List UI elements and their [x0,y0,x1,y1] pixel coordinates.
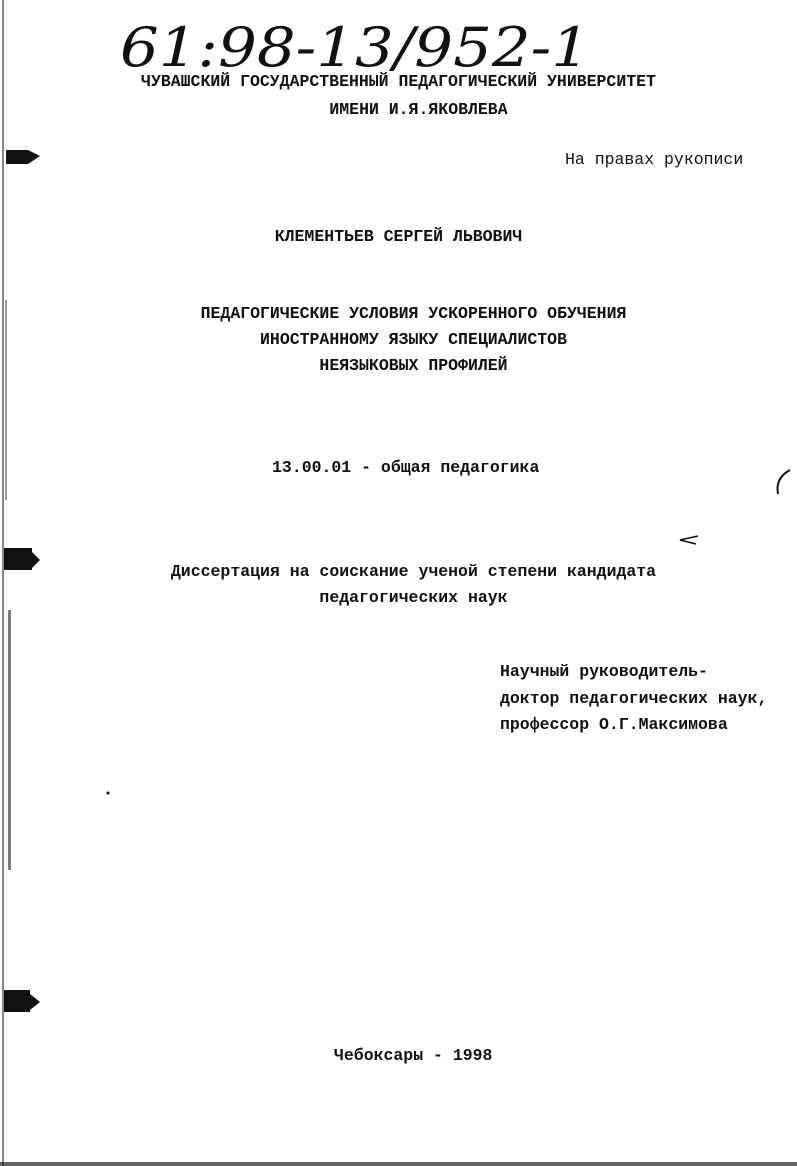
university-name-line1: ЧУВАШСКИЙ ГОСУДАРСТВЕННЫЙ ПЕДАГОГИЧЕСКИЙ УНИВЕРСИТЕТ [141,72,656,91]
thesis-title-line3: НЕЯЗЫКОВЫХ ПРОФИЛЕЙ [319,356,508,375]
manuscript-note: На правах рукописи [565,150,744,169]
scan-edge-artifact-bottom [0,1156,797,1166]
scan-edge-artifact [0,0,40,1166]
author-name: КЛЕМЕНТЬЕВ СЕРГЕЙ ЛЬВОВИЧ [274,227,523,246]
city-year: Чебоксары - 1998 [334,1046,493,1065]
dissertation-line1: Диссертация на соискание ученой степени кандидата [170,562,657,581]
handwritten-archive-number [120,8,600,78]
supervisor-line1: Научный руководитель- [500,662,708,681]
university-name-line2: ИМЕНИ И.Я.ЯКОВЛЕВА [329,100,508,119]
dissertation-line2: педагогических наук [319,588,508,607]
thesis-title-line1: ПЕДАГОГИЧЕСКИЕ УСЛОВИЯ УСКОРЕННОГО ОБУЧЕНИЯ [200,304,627,323]
supervisor-line2: доктор педагогических наук, [500,689,768,708]
supervisor-line3: профессор О.Г.Максимова [500,715,728,734]
thesis-title-line2: ИНОСТРАННОМУ ЯЗЫКУ СПЕЦИАЛИСТОВ [260,330,567,349]
specialty-code: 13.00.01 - общая педагогика [272,458,540,477]
handwritten-number-text: 61:98-13/952-1 [120,16,590,78]
